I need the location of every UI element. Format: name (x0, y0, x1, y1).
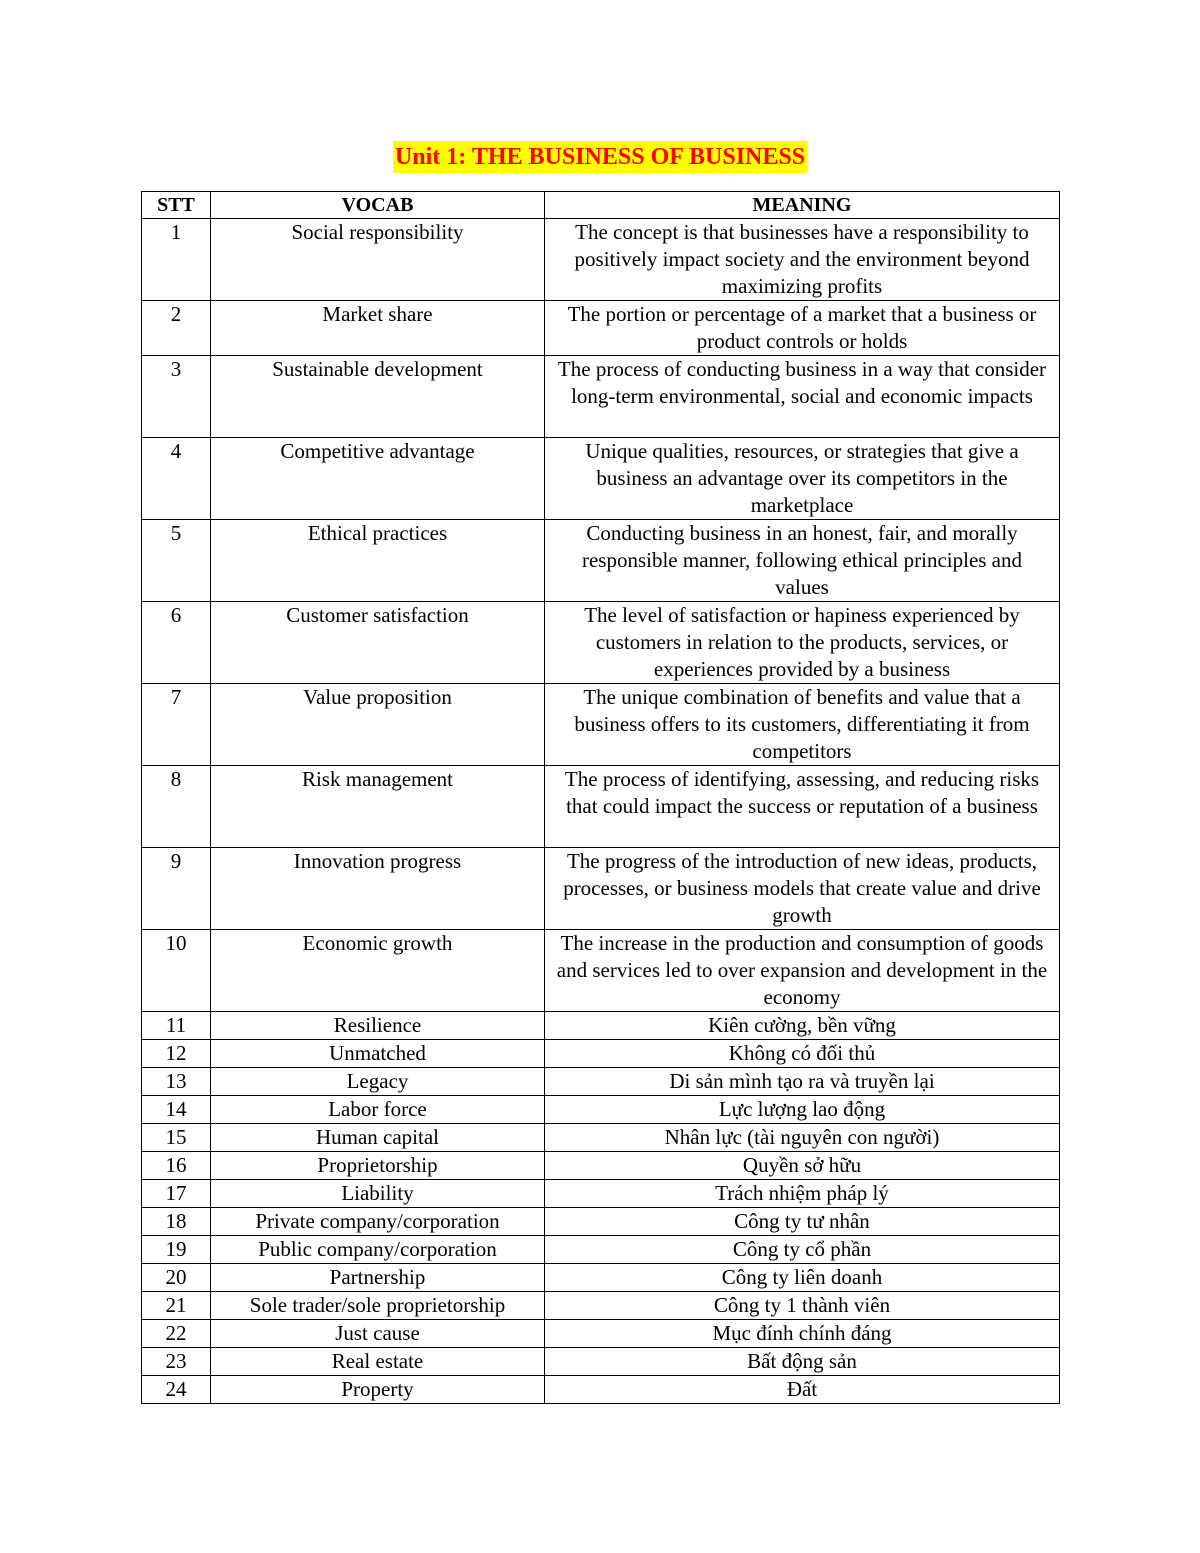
row-meaning: The concept is that businesses have a responsibility to positively impact society and the environment beyond maximizing profits (545, 219, 1060, 301)
row-vocab: Risk management (211, 766, 545, 848)
row-stt: 14 (142, 1096, 211, 1124)
row-meaning: The unique combination of benefits and value that a business offers to its customers, differentiating it from competitors (545, 684, 1060, 766)
row-vocab: Human capital (211, 1124, 545, 1152)
table-row (142, 1068, 1060, 1096)
row-meaning: Công ty tư nhân (545, 1208, 1060, 1236)
row-stt: 7 (142, 684, 211, 766)
row-meaning: Nhân lực (tài nguyên con người) (545, 1124, 1060, 1152)
row-stt: 15 (142, 1124, 211, 1152)
row-stt: 12 (142, 1040, 211, 1068)
row-vocab: Property (211, 1376, 545, 1404)
row-vocab: Sole trader/sole proprietorship (211, 1292, 545, 1320)
row-stt: 16 (142, 1152, 211, 1180)
row-vocab: Real estate (211, 1348, 545, 1376)
table-row (142, 1208, 1060, 1236)
row-meaning: The level of satisfaction or hapiness experienced by customers in relation to the products, services, or experiences provided by a business (545, 602, 1060, 684)
row-vocab: Competitive advantage (211, 438, 545, 520)
row-vocab: Innovation progress (211, 848, 545, 930)
row-stt: 24 (142, 1376, 211, 1404)
row-stt: 22 (142, 1320, 211, 1348)
row-stt: 23 (142, 1348, 211, 1376)
row-meaning: Quyền sở hữu (545, 1152, 1060, 1180)
row-stt: 20 (142, 1264, 211, 1292)
header-stt: STT (142, 192, 211, 219)
row-meaning: The process of identifying, assessing, and reducing risks that could impact the success or reputation of a business (545, 766, 1060, 848)
row-meaning: Công ty liên doanh (545, 1264, 1060, 1292)
row-vocab: Unmatched (211, 1040, 545, 1068)
table-row (142, 1236, 1060, 1264)
title-container (0, 141, 1200, 173)
row-stt: 2 (142, 301, 211, 356)
row-vocab: Public company/corporation (211, 1236, 545, 1264)
row-stt: 18 (142, 1208, 211, 1236)
row-vocab: Partnership (211, 1264, 545, 1292)
row-meaning: Mục đính chính đáng (545, 1320, 1060, 1348)
page-title: Unit 1: THE BUSINESS OF BUSINESS (393, 141, 807, 173)
row-stt: 11 (142, 1012, 211, 1040)
row-vocab: Private company/corporation (211, 1208, 545, 1236)
row-stt: 6 (142, 602, 211, 684)
row-stt: 1 (142, 219, 211, 301)
table-row (142, 1348, 1060, 1376)
row-stt: 13 (142, 1068, 211, 1096)
table-row (142, 602, 1060, 684)
row-meaning: Bất động sản (545, 1348, 1060, 1376)
table-row (142, 930, 1060, 1012)
row-stt: 5 (142, 520, 211, 602)
table-row (142, 1264, 1060, 1292)
row-vocab: Legacy (211, 1068, 545, 1096)
row-meaning: Kiên cường, bền vững (545, 1012, 1060, 1040)
row-meaning: Conducting business in an honest, fair, and morally responsible manner, following ethical principles and values (545, 520, 1060, 602)
table-row (142, 1376, 1060, 1404)
table-row (142, 1012, 1060, 1040)
header-meaning: MEANING (545, 192, 1060, 219)
row-vocab: Proprietorship (211, 1152, 545, 1180)
row-meaning: Đất (545, 1376, 1060, 1404)
row-stt: 9 (142, 848, 211, 930)
table-row (142, 1096, 1060, 1124)
row-vocab: Social responsibility (211, 219, 545, 301)
row-stt: 21 (142, 1292, 211, 1320)
row-vocab: Sustainable development (211, 356, 545, 438)
row-vocab: Ethical practices (211, 520, 545, 602)
table-row (142, 301, 1060, 356)
row-meaning: Không có đối thủ (545, 1040, 1060, 1068)
row-vocab: Just cause (211, 1320, 545, 1348)
row-vocab: Resilience (211, 1012, 545, 1040)
row-stt: 8 (142, 766, 211, 848)
row-stt: 17 (142, 1180, 211, 1208)
table-row (142, 848, 1060, 930)
row-stt: 4 (142, 438, 211, 520)
row-vocab: Economic growth (211, 930, 545, 1012)
row-meaning: The increase in the production and consumption of goods and services led to over expansion and development in the economy (545, 930, 1060, 1012)
table-row (142, 219, 1060, 301)
row-meaning: Lực lượng lao động (545, 1096, 1060, 1124)
table-row (142, 520, 1060, 602)
table-row (142, 1152, 1060, 1180)
header-vocab: VOCAB (211, 192, 545, 219)
table-row (142, 1180, 1060, 1208)
table-row (142, 1124, 1060, 1152)
row-vocab: Market share (211, 301, 545, 356)
row-vocab: Customer satisfaction (211, 602, 545, 684)
row-stt: 19 (142, 1236, 211, 1264)
table-row (142, 438, 1060, 520)
table-row (142, 356, 1060, 438)
table-row (142, 1292, 1060, 1320)
row-stt: 10 (142, 930, 211, 1012)
row-meaning: Trách nhiệm pháp lý (545, 1180, 1060, 1208)
table-row (142, 766, 1060, 848)
row-meaning: The progress of the introduction of new ideas, products, processes, or business models that create value and drive growth (545, 848, 1060, 930)
row-vocab: Liability (211, 1180, 545, 1208)
row-vocab: Labor force (211, 1096, 545, 1124)
table-row (142, 684, 1060, 766)
row-meaning: Unique qualities, resources, or strategies that give a business an advantage over its competitors in the marketplace (545, 438, 1060, 520)
row-meaning: Di sản mình tạo ra và truyền lại (545, 1068, 1060, 1096)
row-meaning: Công ty 1 thành viên (545, 1292, 1060, 1320)
table-row (142, 1320, 1060, 1348)
row-stt: 3 (142, 356, 211, 438)
row-meaning: Công ty cổ phần (545, 1236, 1060, 1264)
table-row (142, 1040, 1060, 1068)
row-meaning: The portion or percentage of a market that a business or product controls or holds (545, 301, 1060, 356)
vocab-table (141, 191, 1060, 1404)
row-vocab: Value proposition (211, 684, 545, 766)
row-meaning: The process of conducting business in a way that consider long-term environmental, social and economic impacts (545, 356, 1060, 438)
table-header-row (142, 192, 1060, 219)
